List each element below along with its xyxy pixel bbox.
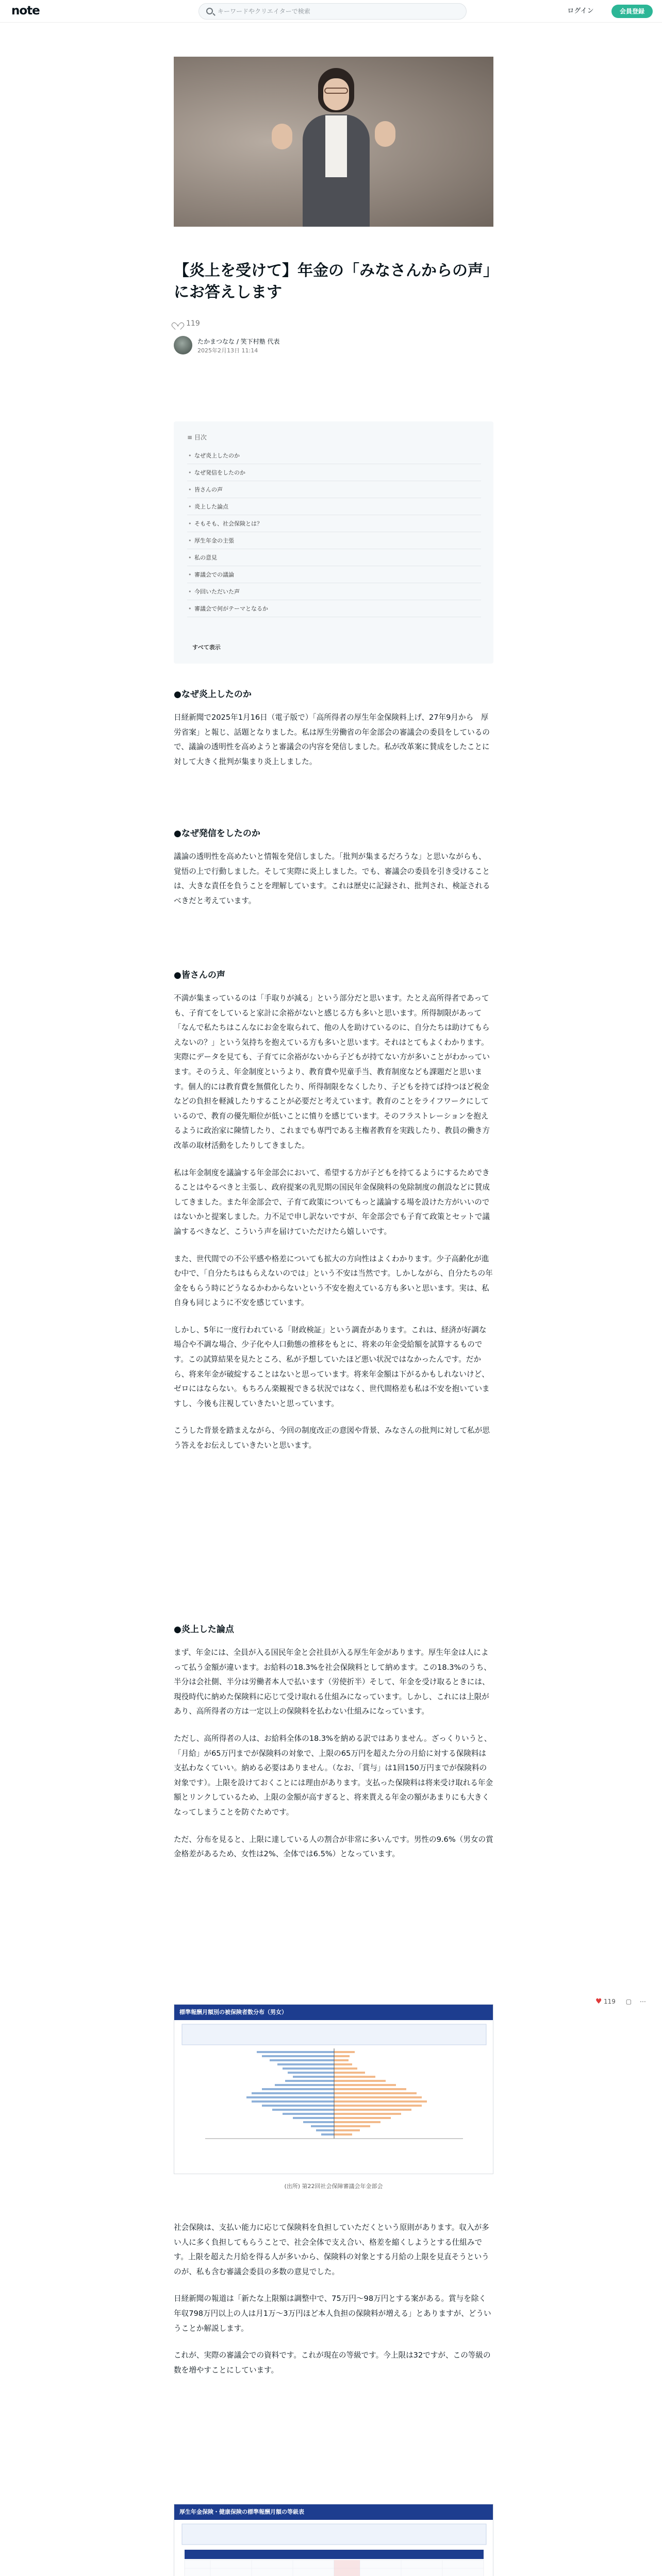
heart-icon[interactable]: ♥ xyxy=(595,1997,602,2006)
toc-item[interactable]: • 審議会での議論 xyxy=(187,566,481,583)
side-like-count: 119 xyxy=(604,1998,616,2005)
like-count: 119 xyxy=(186,319,200,328)
figure-image[interactable] xyxy=(174,2004,493,2174)
figure-grade-table xyxy=(174,2504,493,2576)
grade-table-graphic xyxy=(174,2520,493,2576)
search-icon xyxy=(206,8,213,14)
toc-item[interactable]: • 審議会で何がテーマとなるか xyxy=(187,600,481,617)
note-logo[interactable]: note xyxy=(11,4,40,18)
toc-item[interactable]: • なぜ発信をしたのか xyxy=(187,464,481,481)
toc-list xyxy=(187,447,481,617)
section-voices xyxy=(174,969,493,1466)
section-after-figure1 xyxy=(174,2221,493,2390)
top-navigation-bar xyxy=(0,0,662,23)
paragraph: 日経新聞の報道は「新たな上限額は調整中で、75万円〜98万円とする案がある。賞与を除く年収798万円以上の人は月1万〜3万円ほど本人負担の保険料が増える」とありますが、どういうことか解説します。 xyxy=(174,2294,491,2333)
hand-right xyxy=(375,121,395,147)
paragraph: これが、実際の審議会での資料です。これが現在の等級です。今上限は32ですが、この等級の数を増やすことにしています。 xyxy=(174,2351,491,2375)
floating-action-bar xyxy=(595,1998,646,2005)
male-bars xyxy=(246,2051,334,2136)
section-heading: ●なぜ炎上したのか xyxy=(174,689,252,700)
toc-item[interactable]: • 私の意見 xyxy=(187,549,481,566)
section-heading: ●なぜ発信をしたのか xyxy=(174,828,260,839)
paragraph: 不満が集まっているのは「手取りが減る」という部分だと思います。たとえ高所得者であっても、子育てをしていると家計に余裕がないと感じる方も多いと思います。所得制限があって「なんで私たちはこんなにお金を取られて、他の人を助けているのに、自分たちは助けてもらえないの？」という気持ちを抱えている方も多いと思います。それはとてもよくわかります。実際にデータを見ても、子育てに余裕がないから子どもが持てない方が多いことがわかっています。そのうえ、年金制度というより、教育費や児童手当、教育制度なども課題だと思います。個人的には教育費を無償化したり、所得制限をなくしたり、子どもを持てば持つほど税金などの負担を軽減したりすることが必要だと考えています。教育のことをライフワークにしているので、教育の優先順位が低いことに憤りを感じています。そのフラストレーションを抱えるように政治家に陳情したり、これまでも専門である主権者教育を実践したり、教員の働き方改革の取材活動をしたりしてきました。 xyxy=(174,994,490,1150)
section-heading: ●皆さんの声 xyxy=(174,970,225,980)
login-button[interactable]: ログイン xyxy=(567,7,594,15)
toc-item[interactable]: • 炎上した論点 xyxy=(187,498,481,515)
section-flamed-points xyxy=(174,1623,493,1874)
comment-icon[interactable]: ▢ xyxy=(625,1998,632,2005)
more-icon[interactable]: ⋯ xyxy=(639,1998,646,2005)
population-pyramid xyxy=(174,2020,493,2174)
paragraph: ただし、高所得者の人は、お給料全体の18.3%を納める訳ではありません。ざっくりいうと、「月給」が65万円までが保険料の対象で、上限の65万円を超えた分の月給に対する保険料は支払わなくていい。納める必要はありません。（なお、「賞与」は1回150万円までが保険料の対象です）。上限を設けておくことには理由があります。支払った保険料は将来受け取れる年金額とリンクしているため、上限の金額が高すぎると、将来貰える年金の額があまりにも大きくなってしまうことを防ぐためです。 xyxy=(174,1734,493,1817)
figure-title: 厚生年金保険・健康保険の標準報酬月額の等級表 xyxy=(174,2504,493,2520)
author-name[interactable]: たかまつなな / 笑下村塾 代表 xyxy=(197,338,280,345)
toc-show-all-button[interactable]: すべて表示 xyxy=(192,644,221,651)
publish-date: 2025年2月13日 11:14 xyxy=(197,347,258,354)
section-why-flamed xyxy=(174,688,493,782)
heart-icon[interactable] xyxy=(174,319,181,326)
hero-person-illustration xyxy=(303,68,370,227)
paragraph: 私は年金制度を議論する年金部会において、希望する方が子どもを持てるようにするためできることはやるべきと主張し、政府提案の乳児期の国民年金保険料の免除制度の創設などに賛成してきました。また年金部会で、子育て政策についてもっと議論する場を設けた方がいいのではないかと提案しました。力不足で申し訳ないですが、年金部会でも子育て政策とセットで議論するべきなど、こういう声を届けていただけたら嬉しいです。 xyxy=(174,1168,490,1236)
figure-image[interactable] xyxy=(174,2504,493,2576)
figure-caption: (出所) 第22回社会保障審議会年金部会 xyxy=(284,2183,383,2190)
table-of-contents xyxy=(174,421,493,664)
toc-heading: ≡ 目次 xyxy=(187,434,207,441)
section-heading: ●炎上した論点 xyxy=(174,1624,234,1635)
paragraph: 議論の透明性を高めたいと情報を発信しました。「批判が集まるだろうな」と思いながらも、覚悟の上で行動しました。そして実際に炎上しました。でも、審議会の委員を引き受けることは、大きな責任を負うことを理解しています。これは歴史に記録され、批判され、検証されるべきだと考えています。 xyxy=(174,852,490,905)
avatar[interactable] xyxy=(174,336,192,354)
paragraph: 社会保険は、支払い能力に応じて保険料を負担していただくという原則があります。収入が多い人に多く負担してもらうことで、社会全体で支え合い、格差を縮くしようとする仕組みです。上限を超えた月給を得る人が多いから、保険料の対象とする月給の上限を見直そうというのが、私も含む審議会委員の多数の意見でした。 xyxy=(174,2223,489,2276)
toc-item[interactable]: • 皆さんの声 xyxy=(187,481,481,498)
paragraph: 日経新聞で2025年1月16日（電子版で）「高所得者の厚生年金保険料上げ、27年9月から 厚労省案」と報じ、話題となりました。私は厚生労働省の年金部会の審議会の委員をしているので、議論の透明性を高めようと審議会の内容を発信しました。私が改革案に賛成をしたことに対して大きく批判が集まり炎上しました。 xyxy=(174,713,490,766)
hand-left xyxy=(272,124,292,149)
toc-item[interactable]: • そもそも、社会保険とは？ xyxy=(187,515,481,532)
paragraph: また、世代間での不公平感や格差についても拡大の方向性はよくわかります。少子高齢化が進む中で、「自分たちはもらえないのでは」という不安は当然です。しかしながら、自分たちの年金をもらう時にどうなるかわからないという不安を抱えている方も多いと思います。実は、私自身も同じように不安を感じています。 xyxy=(174,1254,493,1308)
toc-item[interactable]: • 今回いただいた声 xyxy=(187,583,481,600)
hero-image xyxy=(174,57,493,227)
paragraph: ただ、分布を見ると、上限に達している人の割合が非常に多いんです。男性の9.6%（男女の賞金格差があるため、女性は2%、全体では6.5%）となっています。 xyxy=(174,1835,493,1859)
paragraph: こうした背景を踏まえながら、今回の制度改正の意図や背景、みなさんの批判に対して私が思う答えをお伝えしていきたいと思います。 xyxy=(174,1426,490,1450)
toc-item[interactable]: • 厚生年金の主張 xyxy=(187,532,481,549)
signup-button[interactable]: 会員登録 xyxy=(611,5,653,18)
toc-item[interactable]: • なぜ炎上したのか xyxy=(187,447,481,464)
like-row[interactable] xyxy=(174,319,200,328)
section-why-share xyxy=(174,827,493,921)
female-bars xyxy=(334,2051,427,2136)
paragraph: まず、年金には、全員が入る国民年金と会社員が入る厚生年金があります。厚生年金は人によって払う金額が違います。お給料の18.3%を社会保険料として納めます。この18.3%のうち、半分は会社側、半分は労働者本人で払います（労使折半）そして、年金を受け取るときには、現役時代に納めた保険料に応じて受け取れる仕組みになっています。しかし、これには上限があり、高所得者の方は一定以上の保険料を払わない仕組みになっています。 xyxy=(174,1648,491,1716)
paragraph: しかし、5年に一度行われている「財政検証」という調査があります。これは、経済が好調な場合や不調な場合、少子化や人口動態の推移をもとに、将来の年金受給額を試算するものです。この試算結果を見たところ、私が予想していたほど悪い状況ではなかったんです。だから、将来年金が破綻することはないと思っています。将来年金額は下がるかもしれないけど、ゼロにはならない。もちろん楽観視できる状況ではなく、世代間格差も私は不安を抱いていますし、今後も注視していきたいと思っています。 xyxy=(174,1325,490,1408)
figure-title: 標準報酬月額別の被保険者数分布（男女） xyxy=(174,2005,493,2020)
article-title: 【炎上を受けて】年金の「みなさんからの声」にお答えします xyxy=(174,262,491,301)
search-input[interactable] xyxy=(218,6,460,17)
search-box[interactable] xyxy=(198,3,467,20)
figure-population-distribution xyxy=(174,2004,493,2200)
